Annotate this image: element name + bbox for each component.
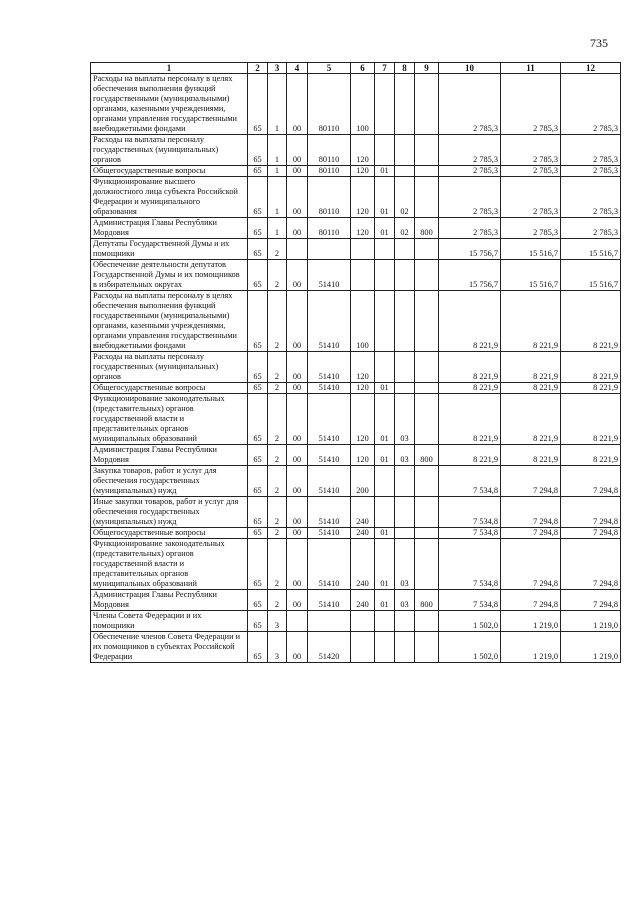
code-col-4: 00 <box>287 166 308 177</box>
code-col-3: 2 <box>268 590 287 611</box>
amount-col-12: 8 221,9 <box>561 445 621 466</box>
amount-col-12: 7 294,8 <box>561 590 621 611</box>
code-col-2: 65 <box>248 135 268 166</box>
table-row <box>91 497 621 528</box>
amount-col-10: 7 534,8 <box>439 590 501 611</box>
code-col-4 <box>287 611 308 632</box>
code-col-8 <box>395 135 415 166</box>
table-row <box>91 466 621 497</box>
amount-col-10: 7 534,8 <box>439 497 501 528</box>
code-col-4: 00 <box>287 383 308 394</box>
code-col-9 <box>415 291 439 352</box>
code-col-3: 2 <box>268 239 287 260</box>
code-col-7: 01 <box>375 528 395 539</box>
code-col-6: 240 <box>351 528 375 539</box>
code-col-4: 00 <box>287 352 308 383</box>
code-col-6: 120 <box>351 352 375 383</box>
amount-col-10: 7 534,8 <box>439 528 501 539</box>
code-col-2: 65 <box>248 445 268 466</box>
table-row <box>91 74 621 135</box>
table-row <box>91 632 621 663</box>
column-header: 4 <box>287 63 308 74</box>
code-col-4: 00 <box>287 528 308 539</box>
code-col-6: 120 <box>351 394 375 445</box>
table-row <box>91 218 621 239</box>
table-row <box>91 291 621 352</box>
amount-col-12: 15 516,7 <box>561 239 621 260</box>
code-col-7: 01 <box>375 539 395 590</box>
code-col-3: 2 <box>268 528 287 539</box>
code-col-7 <box>375 611 395 632</box>
code-col-4: 00 <box>287 74 308 135</box>
code-col-7 <box>375 291 395 352</box>
code-col-4: 00 <box>287 590 308 611</box>
table-row <box>91 528 621 539</box>
item-name: Администрация Главы Республики Мордовия <box>91 218 248 239</box>
code-col-6: 120 <box>351 135 375 166</box>
code-col-6: 100 <box>351 291 375 352</box>
amount-col-12: 8 221,9 <box>561 394 621 445</box>
code-col-3: 2 <box>268 497 287 528</box>
table-row <box>91 383 621 394</box>
amount-col-12: 2 785,3 <box>561 135 621 166</box>
item-name: Иные закупки товаров, работ и услуг для обеспечения государственных (муниципальных) нужд <box>91 497 248 528</box>
amount-col-12: 15 516,7 <box>561 260 621 291</box>
code-col-7: 01 <box>375 394 395 445</box>
amount-col-11: 2 785,3 <box>501 135 561 166</box>
code-col-2: 65 <box>248 177 268 218</box>
code-col-7 <box>375 239 395 260</box>
code-col-8: 03 <box>395 445 415 466</box>
code-col-9 <box>415 383 439 394</box>
code-col-9 <box>415 166 439 177</box>
code-col-9: 800 <box>415 590 439 611</box>
item-name: Обеспечение членов Совета Федерации и их помощников в субъектах Российской Федерации <box>91 632 248 663</box>
code-col-4: 00 <box>287 291 308 352</box>
amount-col-11: 2 785,3 <box>501 74 561 135</box>
amount-col-10: 2 785,3 <box>439 135 501 166</box>
column-header: 11 <box>501 63 561 74</box>
amount-col-10: 2 785,3 <box>439 166 501 177</box>
code-col-4: 00 <box>287 260 308 291</box>
code-col-8: 02 <box>395 218 415 239</box>
amount-col-11: 8 221,9 <box>501 352 561 383</box>
code-col-3: 2 <box>268 352 287 383</box>
code-col-9 <box>415 466 439 497</box>
code-col-4: 00 <box>287 177 308 218</box>
code-col-3: 1 <box>268 218 287 239</box>
code-col-5: 80110 <box>308 74 351 135</box>
code-col-2: 65 <box>248 352 268 383</box>
code-col-5: 51410 <box>308 528 351 539</box>
item-name: Функционирование законодательных (представительных) органов государственной власти и представительных органов муниципальных образований <box>91 394 248 445</box>
item-name: Закупка товаров, работ и услуг для обеспечения государственных (муниципальных) нужд <box>91 466 248 497</box>
code-col-8 <box>395 260 415 291</box>
code-col-9 <box>415 539 439 590</box>
item-name: Депутаты Государственной Думы и их помощники <box>91 239 248 260</box>
code-col-3: 2 <box>268 291 287 352</box>
code-col-4: 00 <box>287 539 308 590</box>
code-col-8 <box>395 239 415 260</box>
code-col-4: 00 <box>287 632 308 663</box>
amount-col-10: 8 221,9 <box>439 291 501 352</box>
code-col-9 <box>415 632 439 663</box>
code-col-3: 1 <box>268 74 287 135</box>
code-col-7 <box>375 352 395 383</box>
amount-col-11: 7 294,8 <box>501 497 561 528</box>
code-col-3: 1 <box>268 177 287 218</box>
code-col-5: 51410 <box>308 466 351 497</box>
code-col-2: 65 <box>248 239 268 260</box>
code-col-6: 120 <box>351 383 375 394</box>
column-header: 6 <box>351 63 375 74</box>
code-col-3: 1 <box>268 135 287 166</box>
amount-col-11: 15 516,7 <box>501 239 561 260</box>
code-col-2: 65 <box>248 466 268 497</box>
code-col-9 <box>415 260 439 291</box>
item-name: Функционирование высшего должностного лица субъекта Российской Федерации и муниципального образования <box>91 177 248 218</box>
code-col-6: 120 <box>351 218 375 239</box>
code-col-2: 65 <box>248 497 268 528</box>
amount-col-10: 8 221,9 <box>439 394 501 445</box>
code-col-5: 51410 <box>308 445 351 466</box>
amount-col-10: 7 534,8 <box>439 539 501 590</box>
code-col-2: 65 <box>248 166 268 177</box>
amount-col-12: 2 785,3 <box>561 218 621 239</box>
code-col-3: 1 <box>268 166 287 177</box>
column-header: 8 <box>395 63 415 74</box>
code-col-3: 2 <box>268 466 287 497</box>
amount-col-11: 1 219,0 <box>501 632 561 663</box>
code-col-3: 2 <box>268 260 287 291</box>
amount-col-12: 2 785,3 <box>561 177 621 218</box>
code-col-5: 51410 <box>308 260 351 291</box>
code-col-2: 65 <box>248 218 268 239</box>
amount-col-11: 8 221,9 <box>501 291 561 352</box>
column-header: 7 <box>375 63 395 74</box>
table-row <box>91 394 621 445</box>
code-col-3: 2 <box>268 383 287 394</box>
table-row <box>91 590 621 611</box>
item-name: Общегосударственные вопросы <box>91 166 248 177</box>
table-row <box>91 166 621 177</box>
code-col-9 <box>415 177 439 218</box>
code-col-5: 51410 <box>308 352 351 383</box>
code-col-8 <box>395 166 415 177</box>
item-name: Расходы на выплаты персоналу в целях обеспечения выполнения функций государственными (муниципальными) органами, казенными учреждениями, органами управления государственными внебюджетными фондами <box>91 291 248 352</box>
amount-col-11: 7 294,8 <box>501 590 561 611</box>
table-row <box>91 611 621 632</box>
amount-col-12: 1 219,0 <box>561 611 621 632</box>
amount-col-10: 15 756,7 <box>439 239 501 260</box>
item-name: Расходы на выплаты персоналу государственных (муниципальных) органов <box>91 135 248 166</box>
code-col-6 <box>351 611 375 632</box>
amount-col-11: 7 294,8 <box>501 466 561 497</box>
code-col-4: 00 <box>287 218 308 239</box>
item-name: Обеспечение деятельности депутатов Государственной Думы и их помощников в избирательных округах <box>91 260 248 291</box>
code-col-6: 240 <box>351 497 375 528</box>
budget-table <box>90 62 621 663</box>
code-col-9 <box>415 497 439 528</box>
column-header: 3 <box>268 63 287 74</box>
code-col-4: 00 <box>287 466 308 497</box>
code-col-2: 65 <box>248 74 268 135</box>
amount-col-10: 7 534,8 <box>439 466 501 497</box>
code-col-5: 51410 <box>308 590 351 611</box>
column-header: 2 <box>248 63 268 74</box>
amount-col-12: 1 219,0 <box>561 632 621 663</box>
amount-col-10: 1 502,0 <box>439 632 501 663</box>
amount-col-11: 8 221,9 <box>501 394 561 445</box>
item-name: Расходы на выплаты персоналу в целях обеспечения выполнения функций государственными (муниципальными) органами, казенными учреждениями, органами управления государственными внебюджетными фондами <box>91 74 248 135</box>
code-col-9 <box>415 239 439 260</box>
code-col-4: 00 <box>287 394 308 445</box>
code-col-9: 800 <box>415 218 439 239</box>
amount-col-12: 8 221,9 <box>561 352 621 383</box>
code-col-3: 3 <box>268 632 287 663</box>
code-col-4: 00 <box>287 445 308 466</box>
column-header: 9 <box>415 63 439 74</box>
code-col-5: 80110 <box>308 177 351 218</box>
code-col-6: 240 <box>351 590 375 611</box>
code-col-7 <box>375 260 395 291</box>
code-col-2: 65 <box>248 632 268 663</box>
column-header: 1 <box>91 63 248 74</box>
amount-col-10: 2 785,3 <box>439 218 501 239</box>
amount-col-11: 2 785,3 <box>501 218 561 239</box>
code-col-9 <box>415 74 439 135</box>
amount-col-10: 2 785,3 <box>439 74 501 135</box>
code-col-6 <box>351 632 375 663</box>
code-col-7 <box>375 74 395 135</box>
code-col-8: 03 <box>395 590 415 611</box>
code-col-6: 100 <box>351 74 375 135</box>
code-col-6: 200 <box>351 466 375 497</box>
code-col-5: 80110 <box>308 166 351 177</box>
amount-col-10: 1 502,0 <box>439 611 501 632</box>
page-number: 735 <box>590 36 608 50</box>
item-name: Функционирование законодательных (представительных) органов государственной власти и представительных органов муниципальных образований <box>91 539 248 590</box>
amount-col-12: 8 221,9 <box>561 383 621 394</box>
code-col-8 <box>395 611 415 632</box>
code-col-2: 65 <box>248 383 268 394</box>
table-row <box>91 135 621 166</box>
code-col-3: 2 <box>268 445 287 466</box>
code-col-5 <box>308 239 351 260</box>
code-col-7: 01 <box>375 445 395 466</box>
code-col-8 <box>395 528 415 539</box>
item-name: Общегосударственные вопросы <box>91 528 248 539</box>
amount-col-10: 15 756,7 <box>439 260 501 291</box>
code-col-5: 80110 <box>308 135 351 166</box>
column-header: 12 <box>561 63 621 74</box>
code-col-6: 120 <box>351 166 375 177</box>
amount-col-12: 7 294,8 <box>561 497 621 528</box>
code-col-7: 01 <box>375 177 395 218</box>
amount-col-12: 2 785,3 <box>561 166 621 177</box>
code-col-8: 03 <box>395 394 415 445</box>
amount-col-11: 7 294,8 <box>501 528 561 539</box>
amount-col-11: 1 219,0 <box>501 611 561 632</box>
amount-col-11: 15 516,7 <box>501 260 561 291</box>
code-col-5: 80110 <box>308 218 351 239</box>
code-col-3: 2 <box>268 394 287 445</box>
code-col-3: 3 <box>268 611 287 632</box>
code-col-9 <box>415 135 439 166</box>
amount-col-11: 7 294,8 <box>501 539 561 590</box>
code-col-4: 00 <box>287 497 308 528</box>
code-col-9 <box>415 394 439 445</box>
code-col-2: 65 <box>248 394 268 445</box>
code-col-9 <box>415 528 439 539</box>
code-col-3: 2 <box>268 539 287 590</box>
code-col-8 <box>395 291 415 352</box>
code-col-2: 65 <box>248 539 268 590</box>
code-col-5 <box>308 611 351 632</box>
item-name: Общегосударственные вопросы <box>91 383 248 394</box>
code-col-8 <box>395 383 415 394</box>
code-col-8 <box>395 497 415 528</box>
table-row <box>91 177 621 218</box>
code-col-2: 65 <box>248 291 268 352</box>
code-col-7 <box>375 135 395 166</box>
amount-col-10: 2 785,3 <box>439 177 501 218</box>
code-col-6 <box>351 260 375 291</box>
code-col-9 <box>415 611 439 632</box>
code-col-2: 65 <box>248 528 268 539</box>
code-col-6: 240 <box>351 539 375 590</box>
table-header-row <box>91 63 621 74</box>
code-col-7 <box>375 632 395 663</box>
code-col-8: 03 <box>395 539 415 590</box>
code-col-8: 02 <box>395 177 415 218</box>
amount-col-12: 7 294,8 <box>561 539 621 590</box>
code-col-8 <box>395 74 415 135</box>
table-row <box>91 239 621 260</box>
code-col-6: 120 <box>351 445 375 466</box>
code-col-5: 51410 <box>308 291 351 352</box>
code-col-6 <box>351 239 375 260</box>
amount-col-12: 7 294,8 <box>561 528 621 539</box>
code-col-7: 01 <box>375 590 395 611</box>
code-col-9 <box>415 352 439 383</box>
table-row <box>91 539 621 590</box>
amount-col-10: 8 221,9 <box>439 445 501 466</box>
item-name: Администрация Главы Республики Мордовия <box>91 445 248 466</box>
code-col-8 <box>395 632 415 663</box>
column-header: 10 <box>439 63 501 74</box>
code-col-4: 00 <box>287 135 308 166</box>
column-header: 5 <box>308 63 351 74</box>
code-col-7: 01 <box>375 218 395 239</box>
code-col-2: 65 <box>248 590 268 611</box>
table-row <box>91 260 621 291</box>
amount-col-11: 8 221,9 <box>501 445 561 466</box>
amount-col-11: 2 785,3 <box>501 166 561 177</box>
item-name: Члены Совета Федерации и их помощники <box>91 611 248 632</box>
amount-col-12: 2 785,3 <box>561 74 621 135</box>
code-col-7 <box>375 497 395 528</box>
code-col-2: 65 <box>248 260 268 291</box>
item-name: Администрация Главы Республики Мордовия <box>91 590 248 611</box>
amount-col-12: 8 221,9 <box>561 291 621 352</box>
amount-col-10: 8 221,9 <box>439 383 501 394</box>
code-col-7 <box>375 466 395 497</box>
code-col-5: 51410 <box>308 497 351 528</box>
code-col-9: 800 <box>415 445 439 466</box>
code-col-6: 120 <box>351 177 375 218</box>
code-col-5: 51420 <box>308 632 351 663</box>
code-col-7: 01 <box>375 166 395 177</box>
table-body <box>91 74 621 663</box>
code-col-4 <box>287 239 308 260</box>
code-col-2: 65 <box>248 611 268 632</box>
amount-col-10: 8 221,9 <box>439 352 501 383</box>
amount-col-11: 2 785,3 <box>501 177 561 218</box>
code-col-5: 51410 <box>308 539 351 590</box>
code-col-5: 51410 <box>308 383 351 394</box>
table-row <box>91 445 621 466</box>
code-col-8 <box>395 352 415 383</box>
code-col-8 <box>395 466 415 497</box>
amount-col-12: 7 294,8 <box>561 466 621 497</box>
amount-col-11: 8 221,9 <box>501 383 561 394</box>
code-col-7: 01 <box>375 383 395 394</box>
code-col-5: 51410 <box>308 394 351 445</box>
table-row <box>91 352 621 383</box>
item-name: Расходы на выплаты персоналу государственных (муниципальных) органов <box>91 352 248 383</box>
